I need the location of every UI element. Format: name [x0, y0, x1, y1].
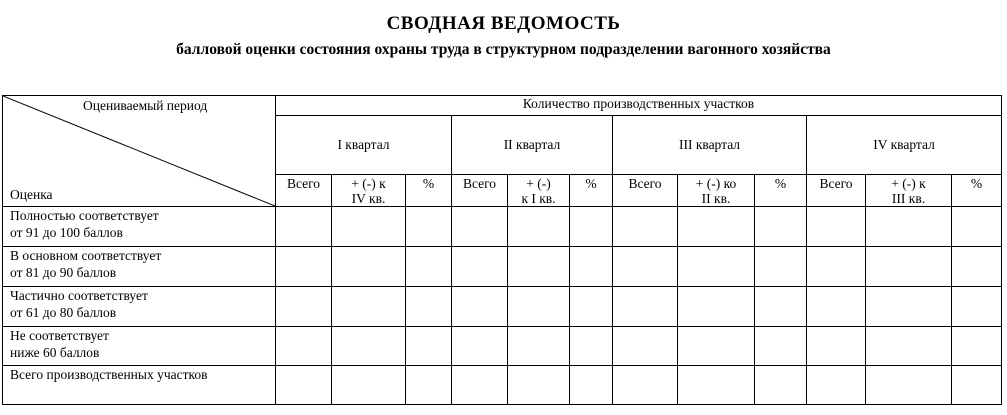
quarter-1-header: I квартал [276, 116, 452, 175]
table-row [3, 287, 1002, 327]
page-title: СВОДНАЯ ВЕДОМОСТЬ [386, 13, 621, 34]
summary-table [2, 95, 1002, 405]
q3-change-header: + (-) ко II кв. [678, 175, 755, 207]
q3-percent-header: % [755, 175, 807, 207]
table-row [3, 207, 1002, 247]
q1-percent-header: % [406, 175, 452, 207]
group-header: Количество производственных участков [276, 96, 1002, 116]
q4-total-header: Всего [807, 175, 866, 207]
row-label: Полностью соответствует от 91 до 100 баллов [3, 207, 276, 247]
q4-change-header: + (-) к III кв. [866, 175, 952, 207]
q2-percent-header: % [570, 175, 613, 207]
quarter-3-header: III квартал [613, 116, 807, 175]
q2-change-header: + (-) к I кв. [508, 175, 570, 207]
q4-percent-header: % [952, 175, 1002, 207]
q1-change-header: + (-) к IV кв. [332, 175, 406, 207]
q2-total-header: Всего [452, 175, 508, 207]
row-label: Не соответствует ниже 60 баллов [3, 327, 276, 366]
corner-period-label: Оцениваемый период [83, 98, 208, 113]
table-row [3, 247, 1002, 287]
table-row [3, 366, 1002, 405]
corner-evaluation-label: Оценка [10, 187, 53, 202]
q1-total-header: Всего [276, 175, 332, 207]
row-label: Всего производственных участков [3, 366, 276, 405]
corner-cell [3, 96, 276, 207]
quarter-2-header: II квартал [452, 116, 613, 175]
row-label: В основном соответствует от 81 до 90 баллов [3, 247, 276, 287]
table-row [3, 327, 1002, 366]
quarter-4-header: IV квартал [807, 116, 1002, 175]
q3-total-header: Всего [613, 175, 678, 207]
row-label: Частично соответствует от 61 до 80 баллов [3, 287, 276, 327]
page-subtitle: балловой оценки состояния охраны труда в структурном подразделении вагонного хозяйства [176, 41, 831, 58]
